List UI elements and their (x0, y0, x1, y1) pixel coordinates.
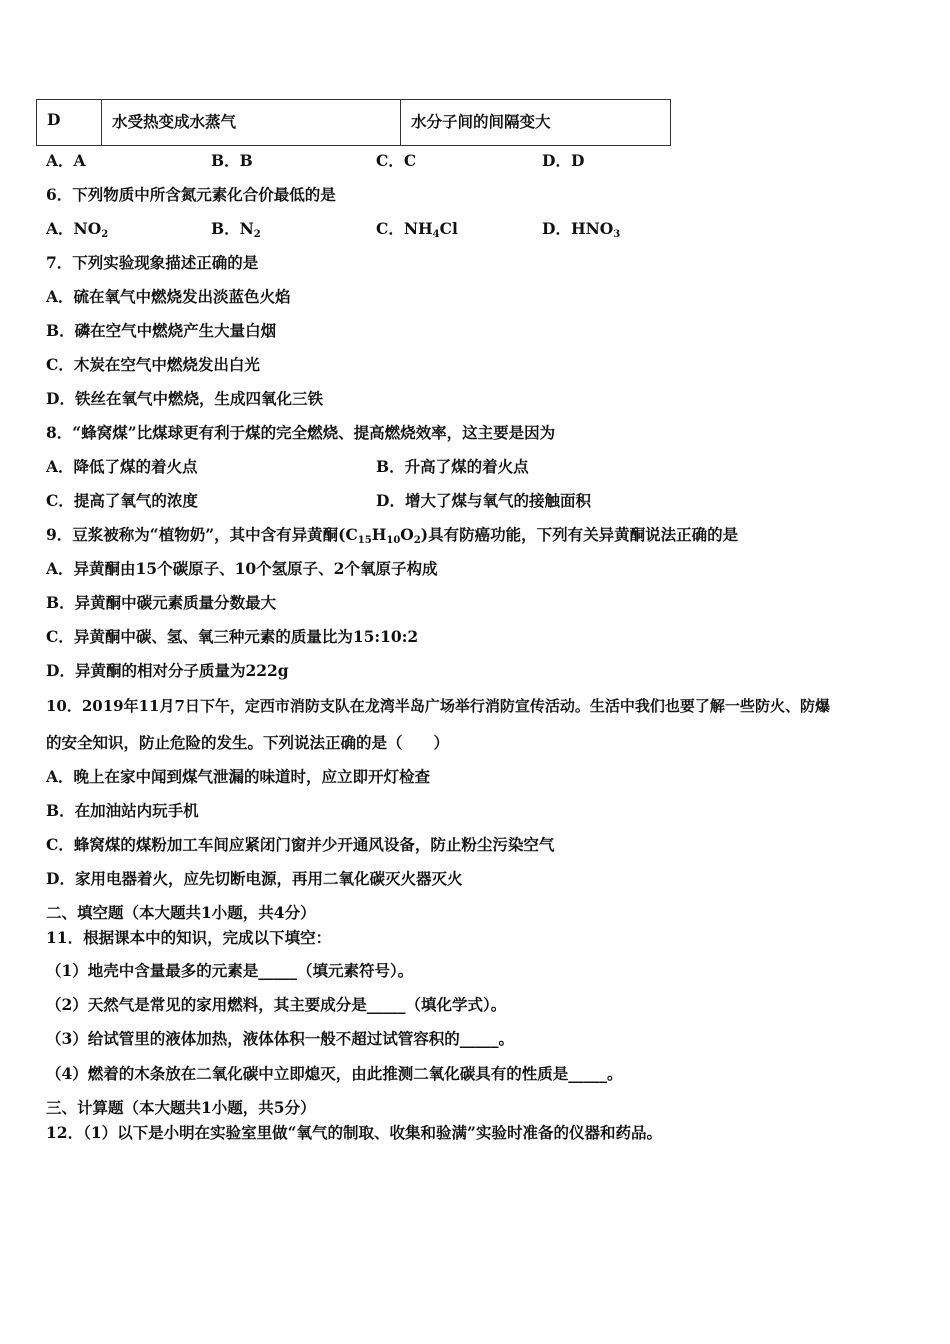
q5-option-b: B．B (211, 151, 253, 170)
table-cell: 水受热变成水蒸气 (102, 100, 401, 146)
q8-option-a: A．降低了煤的着火点 (46, 457, 198, 476)
q8-option-d: D．增大了煤与氧气的接触面积 (376, 491, 591, 510)
q6-option-d: D．$HNO_3$ (542, 219, 621, 240)
q11-part-3: （3）给试管里的液体加热，液体体积一般不超过试管容积的_____。 (46, 1029, 515, 1048)
q10-stem-line1: 10．2019年11月7日下午，定西市消防支队在龙湾半岛广场举行消防宣传活动。生活中我们也要了解一些防火、防爆 (46, 697, 830, 715)
q10-stem-line2: 的安全知识，防止危险的发生。下列说法正确的是（ ） (46, 733, 450, 752)
table-cell: 水分子间的间隔变大 (401, 100, 671, 146)
table-row (37, 100, 671, 146)
q7-option-c: C．木炭在空气中燃烧发出白光 (46, 355, 260, 374)
q5-option-d: D．D (542, 151, 585, 170)
q6-stem: 6．下列物质中所含氮元素化合价最低的是 (46, 185, 336, 204)
table-cell: D (37, 100, 102, 146)
q10-option-b: B．在加油站内玩手机 (46, 801, 199, 820)
q10-option-a: A．晚上在家中闻到煤气泄漏的味道时，应立即开灯检查 (46, 767, 431, 786)
q11-stem: 11．根据课本中的知识，完成以下填空： (46, 928, 332, 947)
answer-table (36, 99, 671, 146)
q10-option-c: C．蜂窝煤的煤粉加工车间应紧闭门窗并少开通风设备，防止粉尘污染空气 (46, 835, 555, 854)
q7-option-b: B．磷在空气中燃烧产生大量白烟 (46, 321, 277, 340)
section-heading-calculation: 三、计算题（本大题共1小题，共5分） (46, 1098, 316, 1117)
q8-stem: 8．“蜂窝煤”比煤球更有利于煤的完全燃烧、提高燃烧效率，这主要是因为 (46, 423, 556, 442)
section-heading-fill-in: 二、填空题（本大题共1小题，共4分） (46, 903, 316, 922)
q9-option-d: D．异黄酮的相对分子质量为222g (46, 661, 289, 680)
q8-option-c: C．提高了氧气的浓度 (46, 491, 198, 510)
q9-stem: 9．豆浆被称为“植物奶”，其中含有异黄酮$(C_{15}H_{10}O_2)$具有防癌功能，下列有关异黄酮说法正确的是 (46, 525, 739, 546)
q10-option-d: D．家用电器着火，应先切断电源，再用二氧化碳灭火器灭火 (46, 869, 463, 888)
q11-part-1: （1）地壳中含量最多的元素是_____（填元素符号）。 (46, 961, 414, 980)
q6-option-c: C．$NH_4Cl$ (376, 219, 458, 240)
q9-option-b: B．异黄酮中碳元素质量分数最大 (46, 593, 277, 612)
q7-option-d: D．铁丝在氧气中燃烧，生成四氧化三铁 (46, 389, 323, 408)
q12-stem: 12．（1）以下是小明在实验室里做“氧气的制取、收集和验满”实验时准备的仪器和药品。 (46, 1123, 662, 1142)
q9-option-a: A．异黄酮由15个碳原子、10个氢原子、2个氧原子构成 (46, 559, 438, 578)
q11-part-2: （2）天然气是常见的家用燃料，其主要成分是_____（填化学式）。 (46, 995, 507, 1014)
q9-option-c: C．异黄酮中碳、氢、氧三种元素的质量比为15:10:2 (46, 627, 419, 646)
q7-option-a: A．硫在氧气中燃烧发出淡蓝色火焰 (46, 287, 291, 306)
q8-option-b: B．升高了煤的着火点 (376, 457, 529, 476)
q11-part-4: （4）燃着的木条放在二氧化碳中立即熄灭，由此推测二氧化碳具有的性质是_____。 (46, 1064, 623, 1083)
q6-option-b: B．$N_2$ (211, 219, 261, 240)
q5-option-a: A．A (46, 151, 86, 170)
q7-stem: 7．下列实验现象描述正确的是 (46, 253, 259, 272)
q6-option-a: A．$NO_2$ (46, 219, 109, 240)
q5-option-c: C．C (376, 151, 417, 170)
